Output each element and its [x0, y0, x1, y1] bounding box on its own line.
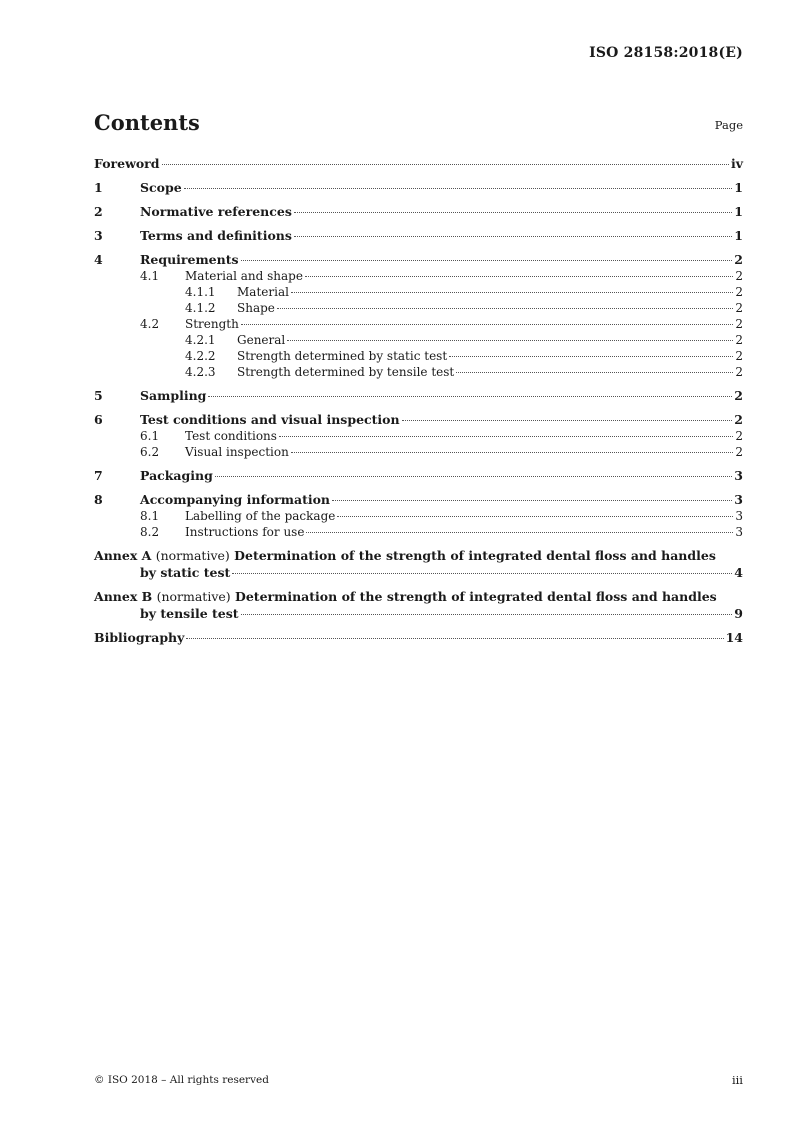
- toc-page: iv: [730, 156, 743, 171]
- leader-dots: [337, 516, 733, 517]
- toc-entry-requirements[interactable]: [94, 251, 743, 268]
- annex-title-line: [94, 547, 743, 564]
- toc-label: Scope: [140, 180, 182, 195]
- page-title: Contents: [94, 110, 200, 135]
- toc-entry-scope[interactable]: [94, 179, 743, 196]
- toc-page: 2: [735, 349, 743, 363]
- toc-page: 4: [734, 565, 743, 580]
- toc-label: Material and shape: [185, 269, 303, 283]
- toc-page: 2: [735, 285, 743, 299]
- toc-page: 14: [725, 630, 743, 645]
- leader-dots: [215, 476, 732, 477]
- toc-number: 4.2.3: [185, 365, 216, 379]
- toc-entry-material[interactable]: [94, 284, 743, 300]
- toc-page: 2: [734, 412, 743, 427]
- toc-entry-visual-inspection[interactable]: [94, 444, 743, 460]
- toc-entry-terms-and-definitions[interactable]: [94, 227, 743, 244]
- toc-page: 2: [734, 388, 743, 403]
- toc-label: Shape: [237, 301, 275, 315]
- leader-dots: [162, 164, 729, 165]
- toc-page: 1: [734, 180, 743, 195]
- toc-number: 8.2: [140, 525, 160, 539]
- leader-dots: [241, 260, 733, 261]
- toc-label: Visual inspection: [185, 445, 289, 459]
- toc-label: Requirements: [140, 252, 239, 267]
- toc-label: Terms and definitions: [140, 228, 292, 243]
- leader-dots: [208, 396, 732, 397]
- toc-label: Test conditions: [185, 429, 277, 443]
- toc-entry-test-conditions-and-visual-inspection[interactable]: [94, 411, 743, 428]
- annex-type: (normative): [156, 589, 231, 604]
- toc-page: 1: [734, 204, 743, 219]
- toc-entry-test-conditions[interactable]: [94, 428, 743, 444]
- leader-dots: [277, 308, 733, 309]
- leader-dots: [186, 638, 723, 639]
- toc-label: Foreword: [94, 156, 160, 171]
- toc-number: 4.1.2: [185, 301, 216, 315]
- toc-number: 6.2: [140, 445, 160, 459]
- toc-page: 1: [734, 228, 743, 243]
- toc-page: 2: [735, 429, 743, 443]
- leader-dots: [294, 212, 732, 213]
- toc-label: Normative references: [140, 204, 292, 219]
- toc-number: 8.1: [140, 509, 160, 523]
- toc-entry-labelling-of-the-package[interactable]: [94, 508, 743, 524]
- toc-entry-general[interactable]: [94, 332, 743, 348]
- toc-entry-material-and-shape[interactable]: [94, 268, 743, 284]
- leader-dots: [332, 500, 732, 501]
- leader-dots: [241, 614, 733, 615]
- toc-page: 2: [734, 252, 743, 267]
- toc-page: 3: [735, 509, 743, 523]
- toc-entry-static-test[interactable]: [94, 348, 743, 364]
- toc-label: General: [237, 333, 286, 347]
- toc-number: 7: [94, 468, 103, 483]
- toc-page: 3: [735, 525, 743, 539]
- toc-page: 9: [734, 606, 743, 621]
- leader-dots: [294, 236, 732, 237]
- leader-dots: [184, 188, 733, 189]
- toc-entry-packaging[interactable]: [94, 467, 743, 484]
- leader-dots: [241, 324, 734, 325]
- annex-prefix: Annex B: [94, 589, 153, 604]
- toc-number: 3: [94, 228, 103, 243]
- toc-number: 4.2.2: [185, 349, 216, 363]
- toc-entry-annex-a[interactable]: [94, 547, 743, 581]
- toc-number: 1: [94, 180, 103, 195]
- footer-page-number: iii: [731, 1073, 743, 1087]
- annex-type: (normative): [155, 548, 230, 563]
- leader-dots: [279, 436, 733, 437]
- toc-label: Instructions for use: [185, 525, 305, 539]
- toc-number: 4.1: [140, 269, 160, 283]
- toc-page: 2: [735, 445, 743, 459]
- table-of-contents: [94, 155, 743, 646]
- toc-page: 2: [735, 269, 743, 283]
- toc-page: 3: [734, 468, 743, 483]
- leader-dots: [402, 420, 733, 421]
- leader-dots: [449, 356, 733, 357]
- page-column-header: Page: [714, 118, 743, 132]
- leader-dots: [232, 573, 732, 574]
- toc-number: 4: [94, 252, 103, 267]
- toc-label: by tensile test: [140, 606, 239, 621]
- toc-entry-accompanying-information[interactable]: [94, 491, 743, 508]
- toc-number: 4.2: [140, 317, 160, 331]
- toc-label: Strength determined by static test: [237, 349, 448, 363]
- toc-number: 4.2.1: [185, 333, 216, 347]
- toc-entry-normative-references[interactable]: [94, 203, 743, 220]
- toc-label: Test conditions and visual inspection: [140, 412, 400, 427]
- toc-page: 2: [735, 365, 743, 379]
- leader-dots: [456, 372, 733, 373]
- toc-number: 5: [94, 388, 103, 403]
- copyright-notice: © ISO 2018 – All rights reserved: [94, 1074, 269, 1086]
- toc-label: Sampling: [140, 388, 207, 403]
- toc-entry-annex-b[interactable]: [94, 588, 743, 622]
- leader-dots: [306, 532, 733, 533]
- annex-title-continuation: [94, 605, 743, 622]
- toc-entry-bibliography[interactable]: [94, 629, 743, 646]
- annex-title-continuation: [94, 564, 743, 581]
- toc-page: 2: [735, 301, 743, 315]
- toc-entry-strength[interactable]: [94, 316, 743, 332]
- toc-page: 2: [735, 317, 743, 331]
- annex-title: Determination of the strength of integrated dental floss and handles: [235, 589, 717, 604]
- toc-label: Bibliography: [94, 630, 185, 645]
- leader-dots: [291, 452, 734, 453]
- leader-dots: [287, 340, 733, 341]
- annex-title: Determination of the strength of integrated dental floss and handles: [234, 548, 716, 563]
- toc-entry-foreword[interactable]: [94, 155, 743, 172]
- toc-entry-tensile-test[interactable]: [94, 364, 743, 380]
- toc-page: 2: [735, 333, 743, 347]
- toc-number: 6: [94, 412, 103, 427]
- toc-label: Labelling of the package: [185, 509, 336, 523]
- annex-title-line: [94, 588, 743, 605]
- toc-entry-instructions-for-use[interactable]: [94, 524, 743, 540]
- document-id: ISO 28158:2018(E): [589, 45, 743, 61]
- toc-label: Material: [237, 285, 289, 299]
- leader-dots: [305, 276, 733, 277]
- toc-label: Strength: [185, 317, 239, 331]
- leader-dots: [291, 292, 733, 293]
- toc-number: 4.1.1: [185, 285, 216, 299]
- toc-number: 6.1: [140, 429, 160, 443]
- toc-label: Strength determined by tensile test: [237, 365, 455, 379]
- toc-label: Packaging: [140, 468, 213, 483]
- toc-number: 8: [94, 492, 103, 507]
- annex-prefix: Annex A: [94, 548, 152, 563]
- toc-label: by static test: [140, 565, 231, 580]
- toc-label: Accompanying information: [140, 492, 331, 507]
- toc-number: 2: [94, 204, 103, 219]
- toc-entry-shape[interactable]: [94, 300, 743, 316]
- toc-entry-sampling[interactable]: [94, 387, 743, 404]
- toc-page: 3: [734, 492, 743, 507]
